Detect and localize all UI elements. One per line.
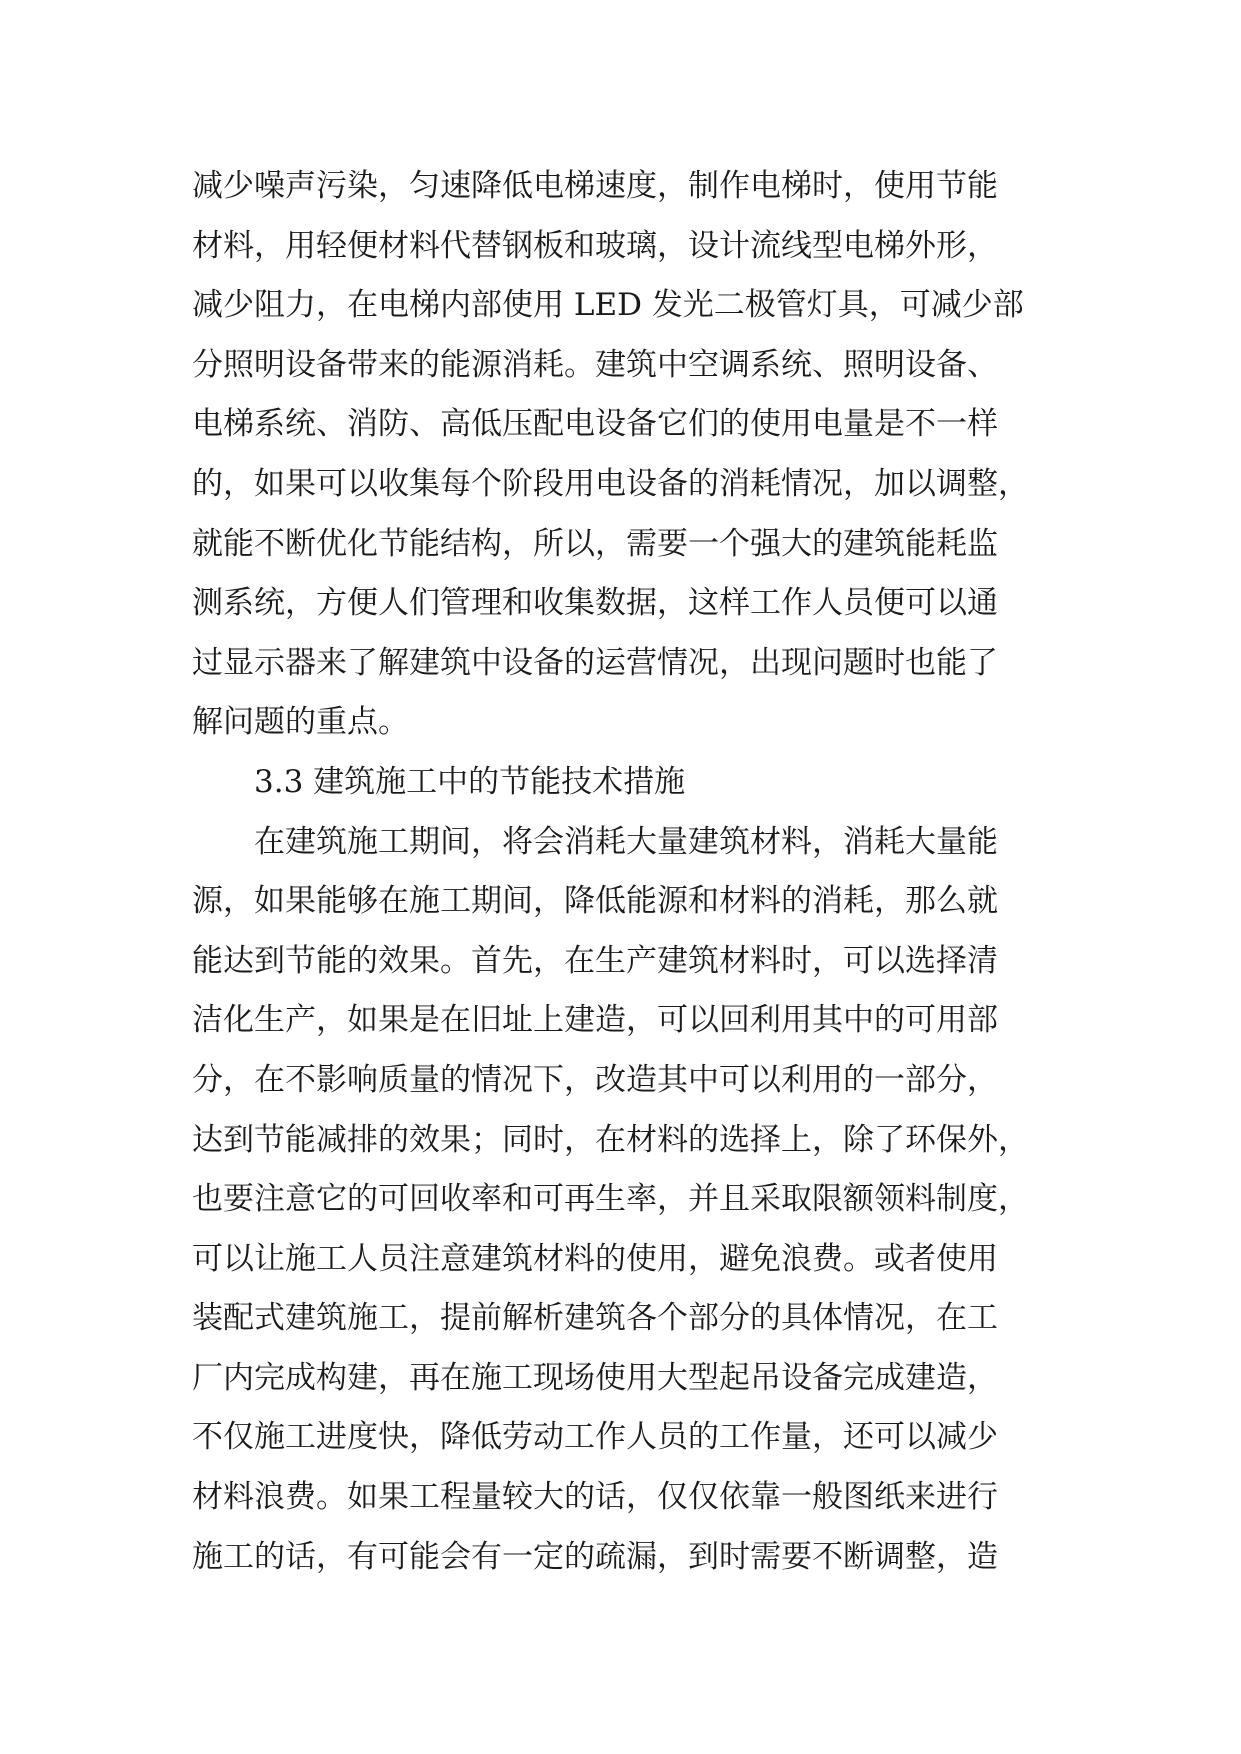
text-line: 就能不断优化节能结构，所以，需要一个强大的建筑能耗监: [192, 525, 998, 562]
body-text: [192, 157, 1052, 1587]
text-line: 厂内完成构建，再在施工现场使用大型起吊设备完成建造，: [192, 1359, 998, 1396]
text-line: 减少阻力，在电梯内部使用 LED 发光二极管灯具，可减少部: [192, 287, 1024, 324]
text-line: 减少噪声污染，匀速降低电梯速度，制作电梯时，使用节能: [192, 168, 998, 204]
section-heading: 3.3 建筑施工中的节能技术措施: [254, 763, 686, 800]
text-line: 分，在不影响质量的情况下，改造其中可以利用的一部分，: [192, 1061, 998, 1098]
text-line: 材料浪费。如果工程量较大的话，仅仅依靠一般图纸来进行: [192, 1479, 998, 1516]
text-line: 源，如果能够在施工期间，降低能源和材料的消耗，那么就: [192, 883, 998, 920]
text-line: 解问题的重点。: [192, 704, 409, 741]
text-line: 分照明设备带来的能源消耗。建筑中空调系统、照明设备、: [192, 346, 998, 383]
text-line: 可以让施工人员注意建筑材料的使用，避免浪费。或者使用: [192, 1240, 998, 1277]
text-line: 也要注意它的可回收率和可再生率，并且采取限额领料制度，: [192, 1181, 1029, 1218]
text-line: 在建筑施工期间，将会消耗大量建筑材料，消耗大量能: [254, 823, 998, 860]
text-line: 装配式建筑施工，提前解析建筑各个部分的具体情况，在工: [192, 1300, 998, 1337]
text-line: 施工的话，有可能会有一定的疏漏，到时需要不断调整，造: [192, 1538, 998, 1575]
text-line: 能达到节能的效果。首先，在生产建筑材料时，可以选择清: [192, 942, 998, 979]
text-line: 电梯系统、消防、高低压配电设备它们的使用电量是不一样: [192, 406, 998, 443]
text-line: 过显示器来了解建筑中设备的运营情况，出现问题时也能了: [192, 644, 998, 681]
text-line: 材料，用轻便材料代替钢板和玻璃，设计流线型电梯外形，: [192, 227, 998, 264]
text-line: 测系统，方便人们管理和收集数据，这样工作人员便可以通: [192, 585, 998, 622]
text-line: 洁化生产，如果是在旧址上建造，可以回利用其中的可用部: [192, 1002, 998, 1039]
text-line: 不仅施工进度快，降低劳动工作人员的工作量，还可以减少: [192, 1419, 998, 1456]
text-line: 达到节能减排的效果；同时，在材料的选择上，除了环保外，: [192, 1121, 1029, 1158]
text-line: 的，如果可以收集每个阶段用电设备的消耗情况，加以调整，: [192, 465, 1029, 502]
